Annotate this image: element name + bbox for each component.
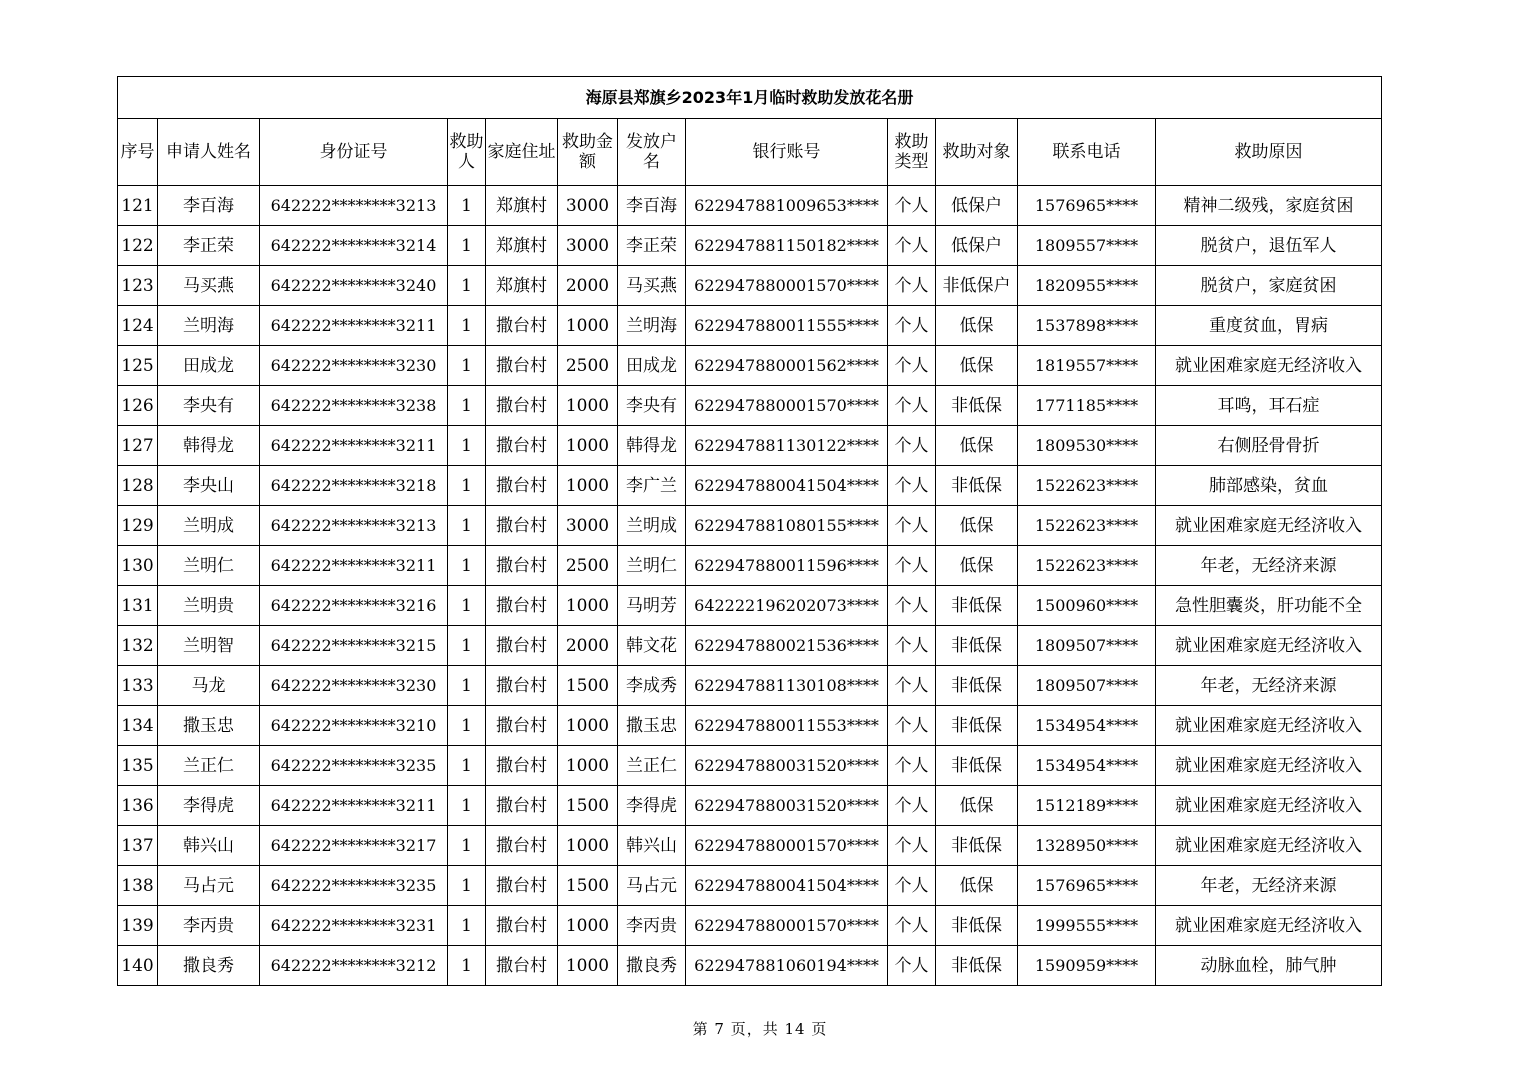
cell-name: 兰正仁 (158, 746, 260, 786)
cell-amount: 2000 (558, 626, 618, 666)
col-header-count: 救助人 (448, 119, 486, 186)
cell-name: 李丙贵 (158, 906, 260, 946)
cell-address: 郑旗村 (486, 186, 558, 226)
table-row (118, 746, 1382, 786)
cell-count: 1 (448, 826, 486, 866)
cell-amount: 2500 (558, 546, 618, 586)
cell-name: 李得虎 (158, 786, 260, 826)
cell-reason: 年老，无经济来源 (1156, 666, 1382, 706)
cell-seq: 121 (118, 186, 158, 226)
cell-type: 个人 (888, 946, 936, 986)
cell-account: 622947880021536**** (686, 626, 888, 666)
cell-id: 642222********3211 (260, 546, 448, 586)
cell-reason: 脱贫户，家庭贫困 (1156, 266, 1382, 306)
cell-amount: 3000 (558, 226, 618, 266)
cell-target: 低保 (936, 306, 1018, 346)
cell-reason: 动脉血栓，肺气肿 (1156, 946, 1382, 986)
cell-amount: 1000 (558, 306, 618, 346)
table-row (118, 346, 1382, 386)
cell-amount: 1000 (558, 826, 618, 866)
cell-id: 642222********3214 (260, 226, 448, 266)
cell-seq: 139 (118, 906, 158, 946)
cell-seq: 127 (118, 426, 158, 466)
cell-phone: 1522623**** (1018, 506, 1156, 546)
cell-count: 1 (448, 586, 486, 626)
cell-target: 非低保 (936, 746, 1018, 786)
cell-count: 1 (448, 706, 486, 746)
cell-amount: 1000 (558, 706, 618, 746)
cell-payee: 马买燕 (618, 266, 686, 306)
cell-payee: 韩兴山 (618, 826, 686, 866)
table-row (118, 586, 1382, 626)
cell-reason: 脱贫户，退伍军人 (1156, 226, 1382, 266)
relief-roster-table (117, 76, 1382, 986)
cell-payee: 撒玉忠 (618, 706, 686, 746)
cell-target: 非低保 (936, 666, 1018, 706)
cell-count: 1 (448, 506, 486, 546)
cell-phone: 1809530**** (1018, 426, 1156, 466)
cell-reason: 急性胆囊炎，肝功能不全 (1156, 586, 1382, 626)
cell-phone: 1512189**** (1018, 786, 1156, 826)
cell-type: 个人 (888, 866, 936, 906)
cell-target: 非低保 (936, 586, 1018, 626)
cell-id: 642222********3230 (260, 666, 448, 706)
cell-address: 撒台村 (486, 906, 558, 946)
cell-reason: 年老，无经济来源 (1156, 546, 1382, 586)
cell-phone: 1328950**** (1018, 826, 1156, 866)
cell-payee: 兰明成 (618, 506, 686, 546)
cell-amount: 1500 (558, 786, 618, 826)
cell-payee: 李央有 (618, 386, 686, 426)
cell-target: 非低保 (936, 386, 1018, 426)
cell-reason: 耳鸣，耳石症 (1156, 386, 1382, 426)
cell-reason: 就业困难家庭无经济收入 (1156, 706, 1382, 746)
cell-payee: 兰明海 (618, 306, 686, 346)
table-row (118, 786, 1382, 826)
cell-amount: 2500 (558, 346, 618, 386)
cell-address: 撒台村 (486, 866, 558, 906)
table-row (118, 186, 1382, 226)
cell-account: 622947881009653**** (686, 186, 888, 226)
cell-count: 1 (448, 266, 486, 306)
table-row (118, 826, 1382, 866)
cell-type: 个人 (888, 266, 936, 306)
cell-name: 撒玉忠 (158, 706, 260, 746)
cell-count: 1 (448, 546, 486, 586)
cell-type: 个人 (888, 626, 936, 666)
cell-count: 1 (448, 946, 486, 986)
cell-address: 撒台村 (486, 426, 558, 466)
cell-phone: 1537898**** (1018, 306, 1156, 346)
col-header-payee: 发放户名 (618, 119, 686, 186)
cell-payee: 兰明仁 (618, 546, 686, 586)
cell-address: 撒台村 (486, 946, 558, 986)
table-row (118, 226, 1382, 266)
col-header-type: 救助类型 (888, 119, 936, 186)
cell-seq: 140 (118, 946, 158, 986)
cell-id: 642222********3211 (260, 786, 448, 826)
col-header-address: 家庭住址 (486, 119, 558, 186)
cell-reason: 就业困难家庭无经济收入 (1156, 626, 1382, 666)
cell-address: 撒台村 (486, 346, 558, 386)
cell-account: 622947880011553**** (686, 706, 888, 746)
cell-seq: 131 (118, 586, 158, 626)
cell-id: 642222********3215 (260, 626, 448, 666)
cell-reason: 肺部感染，贫血 (1156, 466, 1382, 506)
cell-seq: 125 (118, 346, 158, 386)
cell-count: 1 (448, 666, 486, 706)
cell-type: 个人 (888, 346, 936, 386)
cell-payee: 兰正仁 (618, 746, 686, 786)
page-footer: 第 7 页，共 14 页 (692, 1020, 828, 1038)
col-header-name: 申请人姓名 (158, 119, 260, 186)
cell-name: 李央山 (158, 466, 260, 506)
cell-count: 1 (448, 306, 486, 346)
table-row (118, 386, 1382, 426)
cell-address: 撒台村 (486, 826, 558, 866)
cell-phone: 1576965**** (1018, 186, 1156, 226)
cell-account: 622947880031520**** (686, 746, 888, 786)
cell-payee: 李丙贵 (618, 906, 686, 946)
cell-id: 642222********3230 (260, 346, 448, 386)
cell-reason: 年老，无经济来源 (1156, 866, 1382, 906)
cell-name: 韩兴山 (158, 826, 260, 866)
cell-name: 李百海 (158, 186, 260, 226)
cell-seq: 132 (118, 626, 158, 666)
cell-address: 郑旗村 (486, 226, 558, 266)
cell-type: 个人 (888, 306, 936, 346)
cell-amount: 2000 (558, 266, 618, 306)
cell-name: 田成龙 (158, 346, 260, 386)
cell-name: 韩得龙 (158, 426, 260, 466)
cell-account: 622947880041504**** (686, 866, 888, 906)
cell-account: 622947880031520**** (686, 786, 888, 826)
col-header-target: 救助对象 (936, 119, 1018, 186)
cell-phone: 1534954**** (1018, 746, 1156, 786)
cell-address: 撒台村 (486, 546, 558, 586)
table-row (118, 706, 1382, 746)
cell-name: 马买燕 (158, 266, 260, 306)
cell-reason: 就业困难家庭无经济收入 (1156, 906, 1382, 946)
cell-payee: 撒良秀 (618, 946, 686, 986)
cell-phone: 1999555**** (1018, 906, 1156, 946)
cell-target: 低保 (936, 346, 1018, 386)
cell-type: 个人 (888, 546, 936, 586)
cell-reason: 就业困难家庭无经济收入 (1156, 346, 1382, 386)
cell-account: 622947880001570**** (686, 826, 888, 866)
header-row (118, 119, 1382, 186)
cell-seq: 138 (118, 866, 158, 906)
cell-reason: 右侧胫骨骨折 (1156, 426, 1382, 466)
cell-id: 642222********3213 (260, 506, 448, 546)
cell-account: 622947880011555**** (686, 306, 888, 346)
cell-address: 撒台村 (486, 466, 558, 506)
cell-amount: 1000 (558, 466, 618, 506)
cell-reason: 就业困难家庭无经济收入 (1156, 746, 1382, 786)
cell-count: 1 (448, 466, 486, 506)
cell-name: 兰明智 (158, 626, 260, 666)
cell-id: 642222********3211 (260, 306, 448, 346)
table-row (118, 866, 1382, 906)
cell-target: 低保 (936, 426, 1018, 466)
cell-id: 642222********3210 (260, 706, 448, 746)
cell-id: 642222********3216 (260, 586, 448, 626)
cell-phone: 1534954**** (1018, 706, 1156, 746)
cell-name: 马龙 (158, 666, 260, 706)
cell-id: 642222********3235 (260, 746, 448, 786)
cell-amount: 3000 (558, 506, 618, 546)
table-row (118, 306, 1382, 346)
cell-account: 622947880011596**** (686, 546, 888, 586)
cell-address: 撒台村 (486, 746, 558, 786)
cell-seq: 129 (118, 506, 158, 546)
cell-account: 622947881130122**** (686, 426, 888, 466)
cell-account: 622947880001562**** (686, 346, 888, 386)
cell-target: 低保 (936, 506, 1018, 546)
cell-payee: 马占元 (618, 866, 686, 906)
cell-address: 撒台村 (486, 386, 558, 426)
cell-id: 642222********3218 (260, 466, 448, 506)
cell-address: 撒台村 (486, 666, 558, 706)
table-row (118, 546, 1382, 586)
cell-count: 1 (448, 226, 486, 266)
cell-target: 非低保 (936, 626, 1018, 666)
cell-address: 郑旗村 (486, 266, 558, 306)
cell-target: 低保 (936, 786, 1018, 826)
col-header-seq: 序号 (118, 119, 158, 186)
cell-count: 1 (448, 346, 486, 386)
col-header-account: 银行账号 (686, 119, 888, 186)
cell-payee: 马明芳 (618, 586, 686, 626)
table-title: 海原县郑旗乡2023年1月临时救助发放花名册 (118, 77, 1382, 119)
cell-seq: 136 (118, 786, 158, 826)
cell-reason: 重度贫血，胃病 (1156, 306, 1382, 346)
cell-target: 非低保 (936, 946, 1018, 986)
cell-count: 1 (448, 866, 486, 906)
cell-id: 642222********3240 (260, 266, 448, 306)
cell-address: 撒台村 (486, 706, 558, 746)
cell-seq: 133 (118, 666, 158, 706)
cell-amount: 3000 (558, 186, 618, 226)
table-row (118, 506, 1382, 546)
cell-count: 1 (448, 386, 486, 426)
table-row (118, 946, 1382, 986)
cell-id: 642222********3235 (260, 866, 448, 906)
cell-count: 1 (448, 906, 486, 946)
cell-address: 撒台村 (486, 626, 558, 666)
cell-type: 个人 (888, 666, 936, 706)
cell-type: 个人 (888, 426, 936, 466)
cell-type: 个人 (888, 226, 936, 266)
cell-phone: 1500960**** (1018, 586, 1156, 626)
cell-payee: 李百海 (618, 186, 686, 226)
cell-phone: 1820955**** (1018, 266, 1156, 306)
cell-phone: 1809507**** (1018, 626, 1156, 666)
cell-reason: 就业困难家庭无经济收入 (1156, 826, 1382, 866)
cell-payee: 韩文花 (618, 626, 686, 666)
cell-type: 个人 (888, 506, 936, 546)
cell-target: 非低保 (936, 466, 1018, 506)
cell-seq: 122 (118, 226, 158, 266)
cell-name: 撒良秀 (158, 946, 260, 986)
cell-account: 622947880001570**** (686, 906, 888, 946)
cell-target: 非低保户 (936, 266, 1018, 306)
col-header-reason: 救助原因 (1156, 119, 1382, 186)
cell-target: 非低保 (936, 706, 1018, 746)
cell-reason: 精神二级残，家庭贫困 (1156, 186, 1382, 226)
cell-count: 1 (448, 746, 486, 786)
cell-amount: 1000 (558, 946, 618, 986)
cell-count: 1 (448, 786, 486, 826)
table-row (118, 906, 1382, 946)
cell-target: 低保 (936, 546, 1018, 586)
cell-id: 642222********3211 (260, 426, 448, 466)
cell-phone: 1809557**** (1018, 226, 1156, 266)
col-header-id: 身份证号 (260, 119, 448, 186)
table-row (118, 266, 1382, 306)
cell-account: 622947880001570**** (686, 266, 888, 306)
cell-amount: 1000 (558, 386, 618, 426)
cell-type: 个人 (888, 746, 936, 786)
cell-type: 个人 (888, 906, 936, 946)
cell-phone: 1590959**** (1018, 946, 1156, 986)
cell-amount: 1500 (558, 666, 618, 706)
cell-target: 低保户 (936, 186, 1018, 226)
cell-payee: 李得虎 (618, 786, 686, 826)
cell-name: 马占元 (158, 866, 260, 906)
cell-name: 李央有 (158, 386, 260, 426)
cell-amount: 1000 (558, 906, 618, 946)
table-row (118, 666, 1382, 706)
cell-account: 622947880001570**** (686, 386, 888, 426)
cell-id: 642222********3212 (260, 946, 448, 986)
cell-account: 642222196202073**** (686, 586, 888, 626)
cell-address: 撒台村 (486, 586, 558, 626)
cell-seq: 123 (118, 266, 158, 306)
cell-account: 622947881080155**** (686, 506, 888, 546)
roster-sheet (117, 76, 1382, 986)
cell-payee: 李成秀 (618, 666, 686, 706)
cell-target: 低保 (936, 866, 1018, 906)
cell-seq: 124 (118, 306, 158, 346)
cell-seq: 130 (118, 546, 158, 586)
cell-payee: 李正荣 (618, 226, 686, 266)
cell-count: 1 (448, 626, 486, 666)
col-header-amount: 救助金额 (558, 119, 618, 186)
cell-amount: 1000 (558, 426, 618, 466)
cell-target: 低保户 (936, 226, 1018, 266)
cell-id: 642222********3231 (260, 906, 448, 946)
cell-reason: 就业困难家庭无经济收入 (1156, 786, 1382, 826)
cell-phone: 1522623**** (1018, 546, 1156, 586)
cell-type: 个人 (888, 786, 936, 826)
cell-phone: 1576965**** (1018, 866, 1156, 906)
cell-address: 撒台村 (486, 786, 558, 826)
cell-target: 非低保 (936, 826, 1018, 866)
cell-count: 1 (448, 186, 486, 226)
cell-amount: 1500 (558, 866, 618, 906)
cell-address: 撒台村 (486, 506, 558, 546)
cell-account: 622947881150182**** (686, 226, 888, 266)
table-row (118, 626, 1382, 666)
cell-type: 个人 (888, 466, 936, 506)
cell-payee: 李广兰 (618, 466, 686, 506)
cell-payee: 田成龙 (618, 346, 686, 386)
cell-seq: 135 (118, 746, 158, 786)
table-body (118, 186, 1382, 986)
cell-phone: 1522623**** (1018, 466, 1156, 506)
cell-seq: 128 (118, 466, 158, 506)
cell-account: 622947881060194**** (686, 946, 888, 986)
cell-reason: 就业困难家庭无经济收入 (1156, 506, 1382, 546)
cell-type: 个人 (888, 826, 936, 866)
cell-phone: 1809507**** (1018, 666, 1156, 706)
cell-name: 兰明仁 (158, 546, 260, 586)
cell-account: 622947881130108**** (686, 666, 888, 706)
cell-seq: 137 (118, 826, 158, 866)
cell-name: 兰明贵 (158, 586, 260, 626)
cell-phone: 1771185**** (1018, 386, 1156, 426)
cell-type: 个人 (888, 586, 936, 626)
cell-seq: 126 (118, 386, 158, 426)
cell-id: 642222********3217 (260, 826, 448, 866)
cell-seq: 134 (118, 706, 158, 746)
cell-amount: 1000 (558, 746, 618, 786)
cell-count: 1 (448, 426, 486, 466)
col-header-phone: 联系电话 (1018, 119, 1156, 186)
cell-name: 兰明海 (158, 306, 260, 346)
cell-type: 个人 (888, 186, 936, 226)
cell-type: 个人 (888, 386, 936, 426)
cell-type: 个人 (888, 706, 936, 746)
cell-name: 兰明成 (158, 506, 260, 546)
cell-address: 撒台村 (486, 306, 558, 346)
cell-amount: 1000 (558, 586, 618, 626)
cell-phone: 1819557**** (1018, 346, 1156, 386)
table-row (118, 466, 1382, 506)
cell-name: 李正荣 (158, 226, 260, 266)
cell-id: 642222********3213 (260, 186, 448, 226)
cell-id: 642222********3238 (260, 386, 448, 426)
cell-payee: 韩得龙 (618, 426, 686, 466)
cell-target: 非低保 (936, 906, 1018, 946)
cell-account: 622947880041504**** (686, 466, 888, 506)
table-row (118, 426, 1382, 466)
